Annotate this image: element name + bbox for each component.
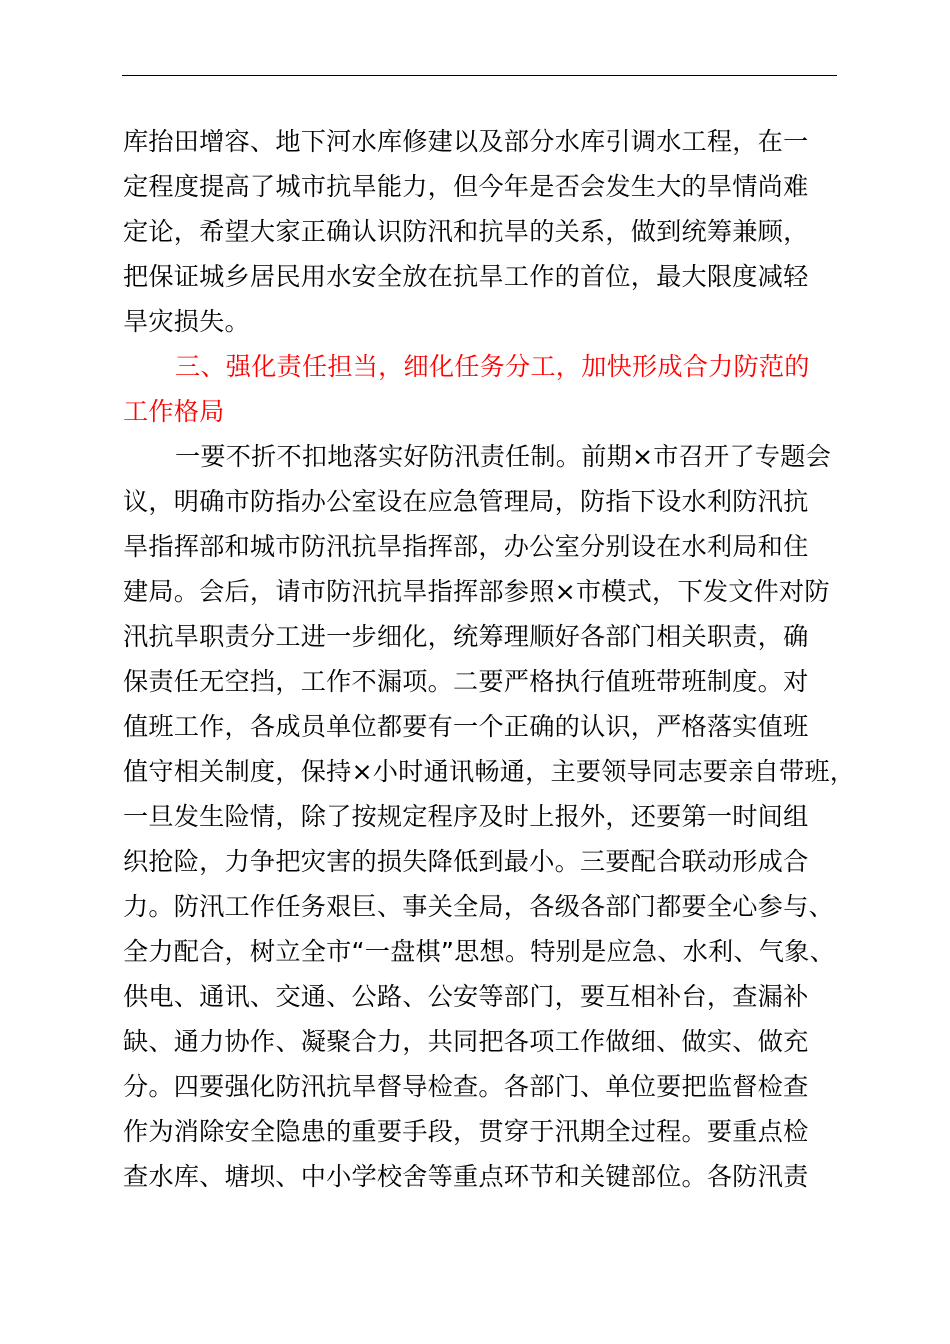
text-line: 值班工作，各成员单位都要有一个正确的认识，严格落实值班 <box>123 712 809 741</box>
text-line: 作为消除安全隐患的重要手段，贯穿于汛期全过程。要重点检 <box>123 1117 809 1146</box>
heading-line: 三、强化责任担当，细化任务分工，加快形成合力防范的 <box>175 352 810 381</box>
text-line: 保责任无空挡，工作不漏项。二要严格执行值班带班制度。对 <box>123 667 809 696</box>
text-line: 力。防汛工作任务艰巨、事关全局，各级各部门都要全心参与、 <box>123 892 834 921</box>
text-line: 把保证城乡居民用水安全放在抗旱工作的首位，最大限度减轻 <box>123 262 809 291</box>
text-line: 定论，希望大家正确认识防汛和抗旱的关系，做到统筹兼顾， <box>123 217 809 246</box>
paragraph-2 <box>123 434 856 1199</box>
text-line: 库抬田增容、地下河水库修建以及部分水库引调水工程，在一 <box>123 127 809 156</box>
text-line: 旱指挥部和城市防汛抗旱指挥部，办公室分别设在水利局和住 <box>123 532 809 561</box>
text-line: 供电、通讯、交通、公路、公安等部门，要互相补台，查漏补 <box>123 982 809 1011</box>
text-line: 查水库、塘坝、中小学校舍等重点环节和关键部位。各防汛责 <box>123 1162 809 1191</box>
text-line: 汛抗旱职责分工进一步细化，统筹理顺好各部门相关职责，确 <box>123 622 809 651</box>
text-line: 旱灾损失。 <box>123 307 250 336</box>
text-line: 议，明确市防指办公室设在应急管理局，防指下设水利防汛抗 <box>123 487 809 516</box>
text-line: 织抢险，力争把灾害的损失降低到最小。三要配合联动形成合 <box>123 847 809 876</box>
section-heading <box>123 344 843 434</box>
text-line: 全力配合，树立全市“一盘棋”思想。特别是应急、水利、气象、 <box>123 937 835 966</box>
text-line: 定程度提高了城市抗旱能力，但今年是否会发生大的旱情尚难 <box>123 172 809 201</box>
text-line: 一要不折不扣地落实好防汛责任制。前期×市召开了专题会 <box>175 442 831 471</box>
paragraph-1 <box>123 119 843 344</box>
text-line: 建局。会后，请市防汛抗旱指挥部参照×市模式，下发文件对防 <box>123 577 830 606</box>
text-line: 分。四要强化防汛抗旱督导检查。各部门、单位要把监督检查 <box>123 1072 809 1101</box>
text-line: 一旦发生险情，除了按规定程序及时上报外，还要第一时间组 <box>123 802 809 831</box>
header-rule <box>122 75 837 76</box>
text-line: 缺、通力协作、凝聚合力，共同把各项工作做细、做实、做充 <box>123 1027 809 1056</box>
heading-line: 工作格局 <box>123 397 225 426</box>
text-line: 值守相关制度，保持×小时通讯畅通，主要领导同志要亲自带班， <box>123 757 856 786</box>
